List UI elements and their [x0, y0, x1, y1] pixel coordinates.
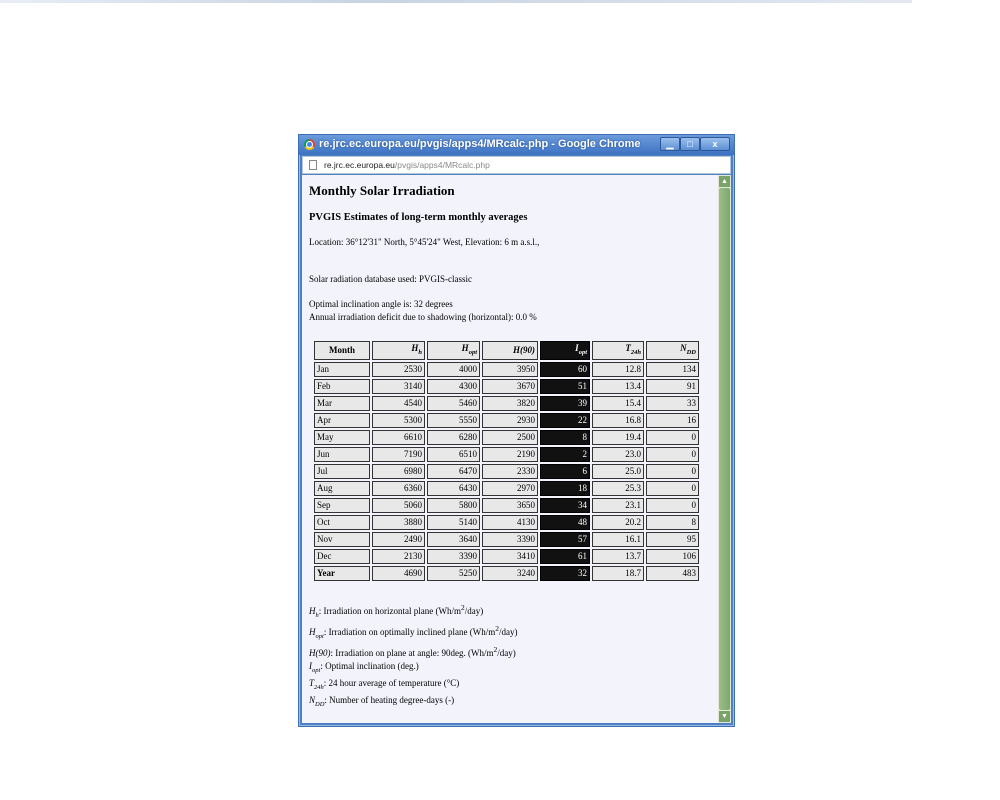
cell-iopt: 32: [540, 566, 590, 581]
scroll-down-icon[interactable]: ▼: [719, 711, 730, 722]
cell-iopt: 6: [540, 464, 590, 479]
header-hopt: $H_{opt}$: [427, 341, 480, 360]
cell-hopt: 5140: [427, 515, 480, 530]
cell-hopt: 6470: [427, 464, 480, 479]
minimize-button[interactable]: ▁: [660, 137, 680, 151]
cell-hh: 4540: [372, 396, 425, 411]
table-header-row: [314, 341, 699, 360]
table-row: [314, 481, 699, 496]
cell-hopt: 5460: [427, 396, 480, 411]
cell-hopt: 3390: [427, 549, 480, 564]
cell-hh: 6980: [372, 464, 425, 479]
vertical-scrollbar[interactable]: [718, 175, 731, 723]
header-iopt: $I_{opt}$: [540, 341, 590, 360]
cell-hh: 6360: [372, 481, 425, 496]
header-t24: $T_{24h}$: [592, 341, 644, 360]
cell-month: Year: [314, 566, 370, 581]
window-title: re.jrc.ec.europa.eu/pvgis/apps4/MRcalc.php - Google Chrome: [319, 138, 641, 150]
deficit-text: Annual irradiation deficit due to shadowing (horizontal): 0.0 %: [309, 312, 537, 322]
cell-ndd: 0: [646, 481, 699, 496]
page-icon: [309, 160, 317, 170]
cell-month: Feb: [314, 379, 370, 394]
location-text: Location: 36°12'31" North, 5°45'24" West, Elevation: 6 m a.s.l.,: [309, 237, 540, 247]
cell-iopt: 34: [540, 498, 590, 513]
table-row: [314, 464, 699, 479]
address-bar[interactable]: [302, 156, 731, 174]
cell-ndd: 106: [646, 549, 699, 564]
cell-ndd: 33: [646, 396, 699, 411]
cell-month: Jul: [314, 464, 370, 479]
cell-t24: 19.4: [592, 430, 644, 445]
maximize-button[interactable]: □: [680, 137, 700, 151]
cell-h90: 3820: [482, 396, 538, 411]
header-ndd: $N_{DD}$: [646, 341, 699, 360]
cell-ndd: 483: [646, 566, 699, 581]
table-row: [314, 362, 699, 377]
cell-month: Nov: [314, 532, 370, 547]
cell-hh: 5300: [372, 413, 425, 428]
legend-t24: $T_{24h}$: 24 hour average of temperature (°C): [309, 678, 460, 691]
cell-iopt: 61: [540, 549, 590, 564]
cell-t24: 13.7: [592, 549, 644, 564]
table-row: [314, 498, 699, 513]
database-text: Solar radiation database used: PVGIS-classic: [309, 274, 472, 284]
cell-month: Oct: [314, 515, 370, 530]
cell-hh: 7190: [372, 447, 425, 462]
close-button[interactable]: x: [700, 137, 730, 151]
cell-t24: 16.8: [592, 413, 644, 428]
cell-iopt: 18: [540, 481, 590, 496]
page-title: Monthly Solar Irradiation: [309, 183, 455, 198]
cell-hh: 5060: [372, 498, 425, 513]
legend-ndd: $N_{DD}$: Number of heating degree-days (-): [309, 695, 455, 708]
cell-hopt: 5800: [427, 498, 480, 513]
cell-hh: 3880: [372, 515, 425, 530]
cell-hopt: 6510: [427, 447, 480, 462]
chrome-icon: [304, 139, 315, 150]
page-subtitle: PVGIS Estimates of long-term monthly averages: [309, 212, 528, 223]
table-row: [314, 379, 699, 394]
cell-t24: 23.1: [592, 498, 644, 513]
cell-iopt: 51: [540, 379, 590, 394]
cell-month: May: [314, 430, 370, 445]
cell-hopt: 5550: [427, 413, 480, 428]
cell-t24: 20.2: [592, 515, 644, 530]
legend-h90: H(90): Irradiation on plane at angle: 90deg. $(Wh/m^2/day)$: [309, 645, 516, 658]
irradiation-table: [312, 339, 701, 583]
cell-hopt: 6430: [427, 481, 480, 496]
cell-h90: 3410: [482, 549, 538, 564]
cell-hopt: 4000: [427, 362, 480, 377]
table-row: [314, 413, 699, 428]
cell-hh: 2530: [372, 362, 425, 377]
header-month: Month: [314, 341, 370, 360]
cell-h90: 4130: [482, 515, 538, 530]
cell-ndd: 0: [646, 498, 699, 513]
cell-month: Dec: [314, 549, 370, 564]
cell-t24: 16.1: [592, 532, 644, 547]
cell-hopt: 6280: [427, 430, 480, 445]
cell-month: Sep: [314, 498, 370, 513]
cell-hh: 3140: [372, 379, 425, 394]
scrollbar-thumb[interactable]: [719, 188, 730, 710]
cell-month: Jun: [314, 447, 370, 462]
popup-window: [298, 134, 735, 727]
cell-t24: 15.4: [592, 396, 644, 411]
cell-iopt: 8: [540, 430, 590, 445]
cell-iopt: 48: [540, 515, 590, 530]
optimal-angle-text: Optimal inclination angle is: 32 degrees: [309, 299, 453, 309]
cell-hopt: 3640: [427, 532, 480, 547]
cell-h90: 3240: [482, 566, 538, 581]
cell-ndd: 134: [646, 362, 699, 377]
cell-hh: 4690: [372, 566, 425, 581]
cell-iopt: 22: [540, 413, 590, 428]
cell-ndd: 0: [646, 464, 699, 479]
cell-h90: 2330: [482, 464, 538, 479]
cell-hh: 2490: [372, 532, 425, 547]
cell-t24: 25.0: [592, 464, 644, 479]
cell-hh: 2130: [372, 549, 425, 564]
cell-h90: 3650: [482, 498, 538, 513]
cell-hopt: 4300: [427, 379, 480, 394]
cell-iopt: 2: [540, 447, 590, 462]
cell-t24: 23.0: [592, 447, 644, 462]
cell-ndd: 0: [646, 447, 699, 462]
cell-h90: 3950: [482, 362, 538, 377]
legend-hopt: $H_{opt}$: Irradiation on optimally inclined plane $(Wh/m^2/day)$: [309, 624, 518, 640]
page-content: [302, 175, 718, 723]
cell-month: Jan: [314, 362, 370, 377]
cell-iopt: 39: [540, 396, 590, 411]
table-row: [314, 549, 699, 564]
table-row: [314, 430, 699, 445]
cell-h90: 2970: [482, 481, 538, 496]
url-text[interactable]: re.jrc.ec.europa.eu/pvgis/apps4/MRcalc.php: [324, 160, 490, 170]
cell-h90: 2500: [482, 430, 538, 445]
cell-hh: 6610: [372, 430, 425, 445]
cell-h90: 2930: [482, 413, 538, 428]
cell-t24: 25.3: [592, 481, 644, 496]
table-row: [314, 515, 699, 530]
cell-h90: 2190: [482, 447, 538, 462]
cell-ndd: 0: [646, 430, 699, 445]
legend-iopt: $I_{opt}$: Optimal inclination (deg.): [309, 661, 419, 674]
table-row: [314, 532, 699, 547]
cell-t24: 12.8: [592, 362, 644, 377]
scroll-up-icon[interactable]: ▲: [719, 176, 730, 187]
cell-iopt: 60: [540, 362, 590, 377]
cell-month: Aug: [314, 481, 370, 496]
cell-ndd: 8: [646, 515, 699, 530]
cell-t24: 13.4: [592, 379, 644, 394]
cell-month: Mar: [314, 396, 370, 411]
cell-month: Apr: [314, 413, 370, 428]
header-hh: $H_h$: [372, 341, 425, 360]
cell-ndd: 91: [646, 379, 699, 394]
cell-h90: 3390: [482, 532, 538, 547]
title-bar[interactable]: [299, 135, 734, 155]
background-top-strip: [0, 0, 912, 3]
cell-ndd: 95: [646, 532, 699, 547]
cell-iopt: 57: [540, 532, 590, 547]
cell-h90: 3670: [482, 379, 538, 394]
table-row: [314, 566, 699, 581]
table-row: [314, 447, 699, 462]
cell-ndd: 16: [646, 413, 699, 428]
cell-hopt: 5250: [427, 566, 480, 581]
table-row: [314, 396, 699, 411]
legend-hh: $H_h$: Irradiation on horizontal plane $(Wh/m^2/day)$: [309, 603, 484, 619]
cell-t24: 18.7: [592, 566, 644, 581]
header-h90: H(90): [482, 341, 538, 360]
